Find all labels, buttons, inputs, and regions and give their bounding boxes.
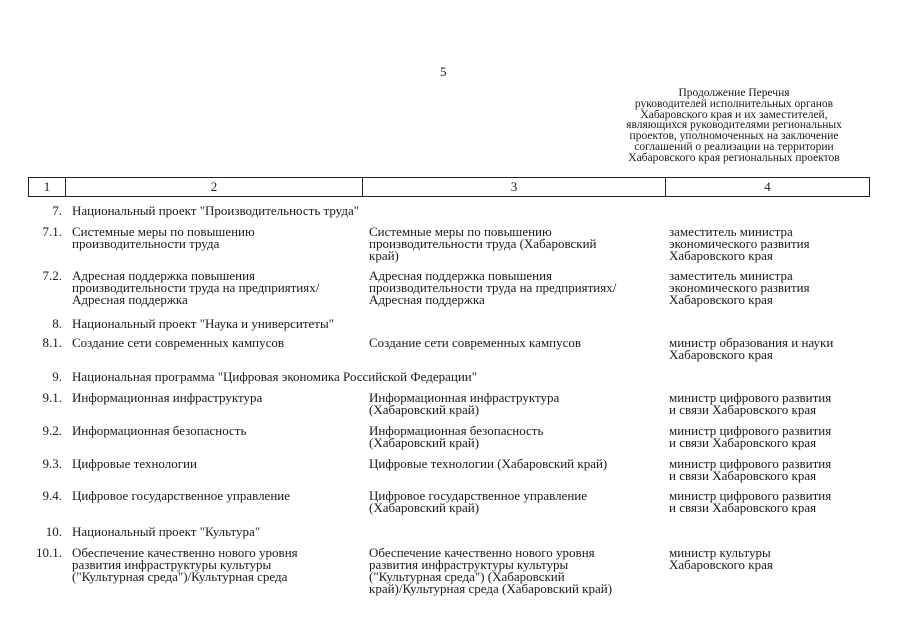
cell-line: производительности труда (Хабаровский (369, 236, 597, 251)
cell-line: Адресная поддержка повышения (369, 268, 553, 283)
row-number: 7.2. (42, 268, 62, 283)
section-title: Национальный проект "Производительность труда" (72, 203, 360, 218)
cell-line: министр цифрового развития (669, 456, 832, 471)
project-name-cell (72, 337, 372, 349)
cell-line: министр культуры (669, 545, 771, 560)
cell-line: развития инфраструктуры культуры (72, 557, 272, 572)
cell-line: край)/Культурная среда (Хабаровский край) (369, 581, 613, 596)
cell-line: Адресная поддержка повышения (72, 268, 256, 283)
project-name-cell (72, 547, 372, 583)
cell-line: (Хабаровский край) (369, 402, 480, 417)
responsible-official-cell (669, 458, 874, 482)
cell-line: производительности труда (72, 236, 220, 251)
cell-line: ("Культурная среда")/Культурная среда (72, 569, 288, 584)
row-number: 7. (52, 203, 62, 218)
cell-line: Системные меры по повышению (72, 224, 255, 239)
cell-line: Цифровые технологии (Хабаровский край) (369, 456, 608, 471)
regional-project-cell (369, 425, 669, 449)
cell-line: Обеспечение качественно нового уровня (369, 545, 595, 560)
row-number: 8. (52, 316, 62, 331)
row-number: 8.1. (42, 335, 62, 350)
cell-line: Создание сети современных кампусов (72, 335, 285, 350)
row-number: 7.1. (42, 224, 62, 239)
cell-line: производительности труда на предприятиях/ (72, 280, 320, 295)
cell-line: Информационная инфраструктура (369, 390, 560, 405)
row-number: 10.1. (36, 545, 62, 560)
responsible-official-cell (669, 547, 874, 571)
cell-line: Хабаровского края (669, 248, 773, 263)
cell-line: Адресная поддержка (369, 292, 485, 307)
cell-line: экономического развития (669, 280, 810, 295)
caption-line: Хабаровского края и их заместителей, (640, 108, 828, 121)
project-name-cell (72, 425, 372, 437)
row-number: 9.4. (42, 488, 62, 503)
header-col-4: 4 (764, 179, 771, 194)
cell-line: министр цифрового развития (669, 488, 832, 503)
caption-line: являющихся руководителями региональных (626, 119, 842, 132)
cell-line: Информационная инфраструктура (72, 390, 263, 405)
caption-line: проектов, уполномоченных на заключение (629, 130, 839, 143)
section-title: Национальный проект "Культура" (72, 524, 261, 539)
cell-line: Обеспечение качественно нового уровня (72, 545, 298, 560)
regional-project-cell (369, 270, 669, 306)
regional-project-cell (369, 547, 669, 595)
project-name-cell (72, 392, 372, 404)
cell-line: министр образования и науки (669, 335, 834, 350)
header-col-2: 2 (66, 178, 363, 196)
cell-line: Хабаровского края (669, 347, 773, 362)
responsible-official-cell (669, 425, 874, 449)
project-name-cell (72, 270, 372, 306)
cell-line: Цифровые технологии (72, 456, 197, 471)
regional-project-cell (369, 490, 669, 514)
responsible-official-cell (669, 490, 874, 514)
regional-project-cell (369, 337, 669, 349)
responsible-official-cell (669, 226, 874, 262)
cell-line: ("Культурная среда") (Хабаровский (369, 569, 565, 584)
project-name-cell (72, 490, 372, 502)
cell-line: край) (369, 248, 399, 263)
cell-line: Цифровое государственное управление (369, 488, 588, 503)
cell-line: (Хабаровский край) (369, 435, 480, 450)
regional-project-cell (369, 458, 669, 470)
caption-line: Продолжение Перечня (678, 87, 790, 99)
cell-line: Цифровое государственное управление (72, 488, 291, 503)
cell-line: развития инфраструктуры культуры (369, 557, 569, 572)
section-title: Национальный проект "Наука и университеты" (72, 316, 334, 331)
cell-line: заместитель министра (669, 224, 793, 239)
cell-line: и связи Хабаровского края (669, 435, 817, 450)
cell-line: и связи Хабаровского края (669, 402, 817, 417)
cell-line: заместитель министра (669, 268, 793, 283)
cell-line: Хабаровского края (669, 557, 773, 572)
cell-line: (Хабаровский край) (369, 500, 480, 515)
cell-line: министр цифрового развития (669, 390, 832, 405)
cell-line: производительности труда на предприятиях/ (369, 280, 617, 295)
table-header (28, 177, 870, 197)
responsible-official-cell (669, 270, 874, 306)
row-number: 10. (45, 524, 62, 539)
cell-line: и связи Хабаровского края (669, 500, 817, 515)
cell-line: Системные меры по повышению (369, 224, 552, 239)
cell-line: министр цифрового развития (669, 423, 832, 438)
cell-line: Информационная безопасность (369, 423, 544, 438)
regional-project-cell (369, 226, 669, 262)
project-name-cell (72, 226, 372, 250)
row-number: 9.2. (42, 423, 62, 438)
row-number: 9. (52, 369, 62, 384)
caption-line: руководителей исполнительных органов (634, 97, 834, 110)
header-col-3: 3 (363, 178, 666, 196)
cell-line: Информационная безопасность (72, 423, 247, 438)
document-caption (600, 88, 868, 164)
page-number: 5 (440, 64, 447, 79)
caption-line: Хабаровского края региональных проектов (628, 151, 840, 164)
cell-line: Адресная поддержка (72, 292, 188, 307)
header-col-1: 1 (29, 178, 66, 196)
cell-line: экономического развития (669, 236, 810, 251)
cell-line: и связи Хабаровского края (669, 468, 817, 483)
cell-line: Создание сети современных кампусов (369, 335, 582, 350)
responsible-official-cell (669, 392, 874, 416)
row-number: 9.3. (42, 456, 62, 471)
row-number: 9.1. (42, 390, 62, 405)
regional-project-cell (369, 392, 669, 416)
responsible-official-cell (669, 337, 874, 361)
section-title: Национальная программа "Цифровая экономика Российской Федерации" (72, 369, 478, 384)
cell-line: Хабаровского края (669, 292, 773, 307)
caption-line: соглашений о реализации на территории (634, 140, 834, 153)
project-name-cell (72, 458, 372, 470)
